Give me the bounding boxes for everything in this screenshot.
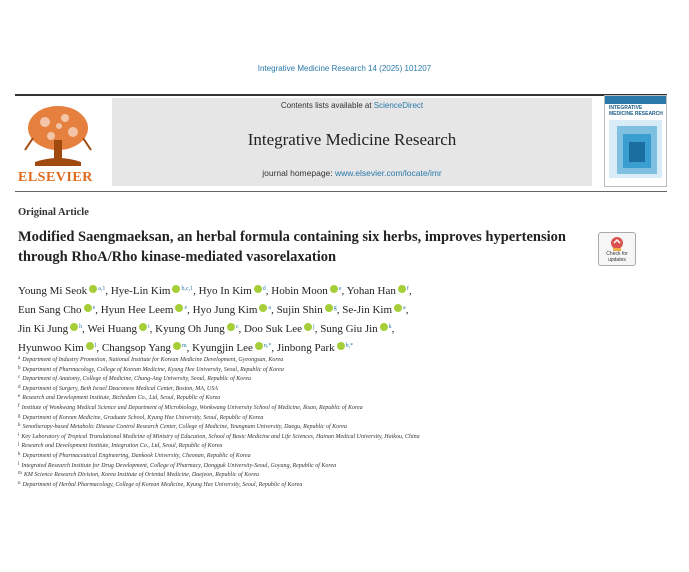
affiliation-list	[18, 355, 658, 489]
check-for-updates-label: Check for updates	[606, 251, 628, 263]
orcid-icon[interactable]	[173, 342, 181, 350]
affiliation-item: $^b$ Department of Pharmacology, College of Korean Medicine, Kyung Hee University, Seoul, Republic of Korea	[18, 365, 284, 373]
affiliation-item: $^i$ Key Laboratory of Tropical Translational Medicine of Ministry of Education, School of Basic Medicine and Life Sciences, Hainan Medical University, Haikou, China	[18, 432, 420, 440]
publisher-wordmark[interactable]: ELSEVIER	[18, 170, 93, 185]
orcid-icon[interactable]	[255, 342, 263, 350]
affiliation-item: $^d$ Department of Surgery, Beth Israel Deaconess Medical Center, Boston, MA, USA	[18, 384, 218, 392]
contents-prefix: Contents lists available at	[280, 101, 374, 110]
article-type: Original Article	[18, 207, 89, 218]
orcid-icon[interactable]	[394, 304, 402, 312]
orcid-icon[interactable]	[227, 323, 235, 331]
author-entry[interactable]: Sung Giu Jin $^k$	[320, 323, 392, 335]
affiliation-item: $^e$ Research and Development Institute, Bichedam Co., Ltd, Seoul, Republic of Korea	[18, 394, 221, 402]
journal-homepage-line	[112, 168, 592, 178]
contents-line	[112, 101, 592, 110]
author-entry[interactable]: Hyo Jung Kim $^a$	[192, 304, 272, 316]
orcid-icon[interactable]	[380, 323, 388, 331]
affiliation-item: $^n$ Department of Herbal Pharmacology, College of Korean Medicine, Kyung Hee University, Seoul, Republic of Korea	[18, 480, 303, 488]
author-entry[interactable]: Hyunwoo Kim $^l$	[18, 342, 97, 354]
affiliation-item: $^h$ Senotherapy-based Metabolic Disease Control Research Center, College of Medicine, Yeungnam University, Daegu, Republic of Korea	[18, 423, 347, 431]
orcid-icon[interactable]	[175, 304, 183, 312]
affiliation-item: $^k$ Department of Pharmaceutical Engineering, Dankook University, Cheonan, Republic of Korea	[18, 451, 251, 459]
affiliation-item: $^c$ Department of Anatomy, College of Medicine, Chung-Ang University, Seoul, Republic of Korea	[18, 375, 252, 383]
author-entry[interactable]: Young Mi Seok $^{a,1}$	[18, 285, 106, 297]
orcid-icon[interactable]	[337, 342, 345, 350]
author-entry[interactable]: Sujin Shin $^g$	[276, 304, 337, 316]
orcid-icon[interactable]	[84, 304, 92, 312]
author-entry[interactable]: Hobin Moon $^e$	[271, 285, 342, 297]
cover-title: INTEGRATIVE MEDICINE RESEARCH	[609, 105, 663, 117]
orcid-icon[interactable]	[254, 285, 262, 293]
header-top-rule	[15, 94, 667, 96]
author-entry[interactable]: Jinbong Park $^{b,*}$	[276, 342, 354, 354]
orcid-icon[interactable]	[330, 285, 338, 293]
cover-top-band	[605, 96, 666, 104]
orcid-icon[interactable]	[398, 285, 406, 293]
orcid-icon[interactable]	[172, 285, 180, 293]
author-entry[interactable]: Hye-Lin Kim $^{b,c,1}$	[110, 285, 194, 297]
author-entry[interactable]: Se-Jin Kim $^a$	[342, 304, 406, 316]
author-entry[interactable]: Kyung Oh Jung $^c$	[155, 323, 239, 335]
author-entry[interactable]: Kyungjin Lee $^{n,*}$	[192, 342, 272, 354]
author-entry[interactable]: Changsop Yang $^m$	[101, 342, 187, 354]
affiliation-item: $^a$ Department of Industry Promotion, National Institute for Korean Medicine Development, Gyeongsan, Korea	[18, 356, 284, 363]
affiliation-item: $^m$ KM Science Research Division, Korea Institute of Oriental Medicine, Daejeon, Republic of Korea	[18, 471, 260, 479]
sciencedirect-link[interactable]: ScienceDirect	[373, 101, 424, 110]
check-for-updates-badge[interactable]	[598, 232, 636, 266]
author-list: Young Mi Seok $^{a,1}$, Hye-Lin Kim $^{b,c,1}$, Hyo In Kim $^d$, Hobin Moon $^e$, Yohan Han $^f$, Eun Sang Cho $^e$, Hyun Hee Leem $^e$, Hyo Jung Kim $^a$, Sujin Shin $^g$, Se-Jin Kim $^a$, Jin Ki Jung $^h$, Wei Huang $^i$, Kyung Oh Jung $^c$, Doo Suk Lee $^j$, Sung Giu Jin $^k$, Hyunwoo Kim $^l$, Changsop Yang $^m$, Kyungjin Lee $^{n,*}$, Jinbong Park $^{b,*}$	[18, 285, 412, 354]
journal-title: Integrative Medicine Research	[247, 130, 457, 149]
orcid-icon[interactable]	[325, 304, 333, 312]
author-entry[interactable]: Yohan Han $^f$	[346, 285, 409, 297]
article-title: Modified Saengmaeksan, an herbal formula containing six herbs, improves hypertension through RhoA/Rho kinase-mediated vasorelaxation	[18, 229, 566, 265]
affiliation-item: $^f$ Institute of Wonkwang Medical Science and Department of Microbiology, Wonkwang University School of Medicine, Iksan, Republic of Korea	[18, 403, 363, 411]
author-entry[interactable]: Hyun Hee Leem $^e$	[100, 304, 188, 316]
orcid-icon[interactable]	[304, 323, 312, 331]
author-entry[interactable]: Wei Huang $^i$	[87, 323, 150, 335]
cover-artwork	[609, 120, 662, 178]
orcid-icon[interactable]	[86, 342, 94, 350]
journal-cover-thumbnail[interactable]	[604, 95, 667, 187]
check-updates-icon	[610, 236, 624, 252]
author-entry[interactable]: Eun Sang Cho $^e$	[18, 304, 96, 316]
orcid-icon[interactable]	[139, 323, 147, 331]
journal-citation[interactable]: Integrative Medicine Research 14 (2025) 101207	[257, 64, 432, 73]
orcid-icon[interactable]	[259, 304, 267, 312]
header-bottom-rule	[15, 191, 667, 192]
affiliation-item: $^j$ Research and Development Institute, Integration Co., Ltd, Seoul, Republic of Korea	[18, 442, 223, 450]
author-entry[interactable]: Hyo In Kim $^d$	[198, 285, 266, 297]
affiliation-item: $^l$ Integrated Research Institute for Drug Development, College of Pharmacy, Dongguk University-Seoul, Goyang, Republic of Korea	[18, 461, 337, 469]
affiliation-item: $^g$ Department of Korean Medicine, Graduate School, Kyung Hee University, Seoul, Republic of Korea	[18, 413, 264, 421]
homepage-prefix: journal homepage:	[262, 168, 335, 178]
orcid-icon[interactable]	[70, 323, 78, 331]
orcid-icon[interactable]	[89, 285, 97, 293]
author-entry[interactable]: Doo Suk Lee $^j$	[243, 323, 315, 335]
author-entry[interactable]: Jin Ki Jung $^h$	[18, 323, 83, 335]
journal-homepage-link[interactable]: www.elsevier.com/locate/imr	[335, 168, 442, 178]
